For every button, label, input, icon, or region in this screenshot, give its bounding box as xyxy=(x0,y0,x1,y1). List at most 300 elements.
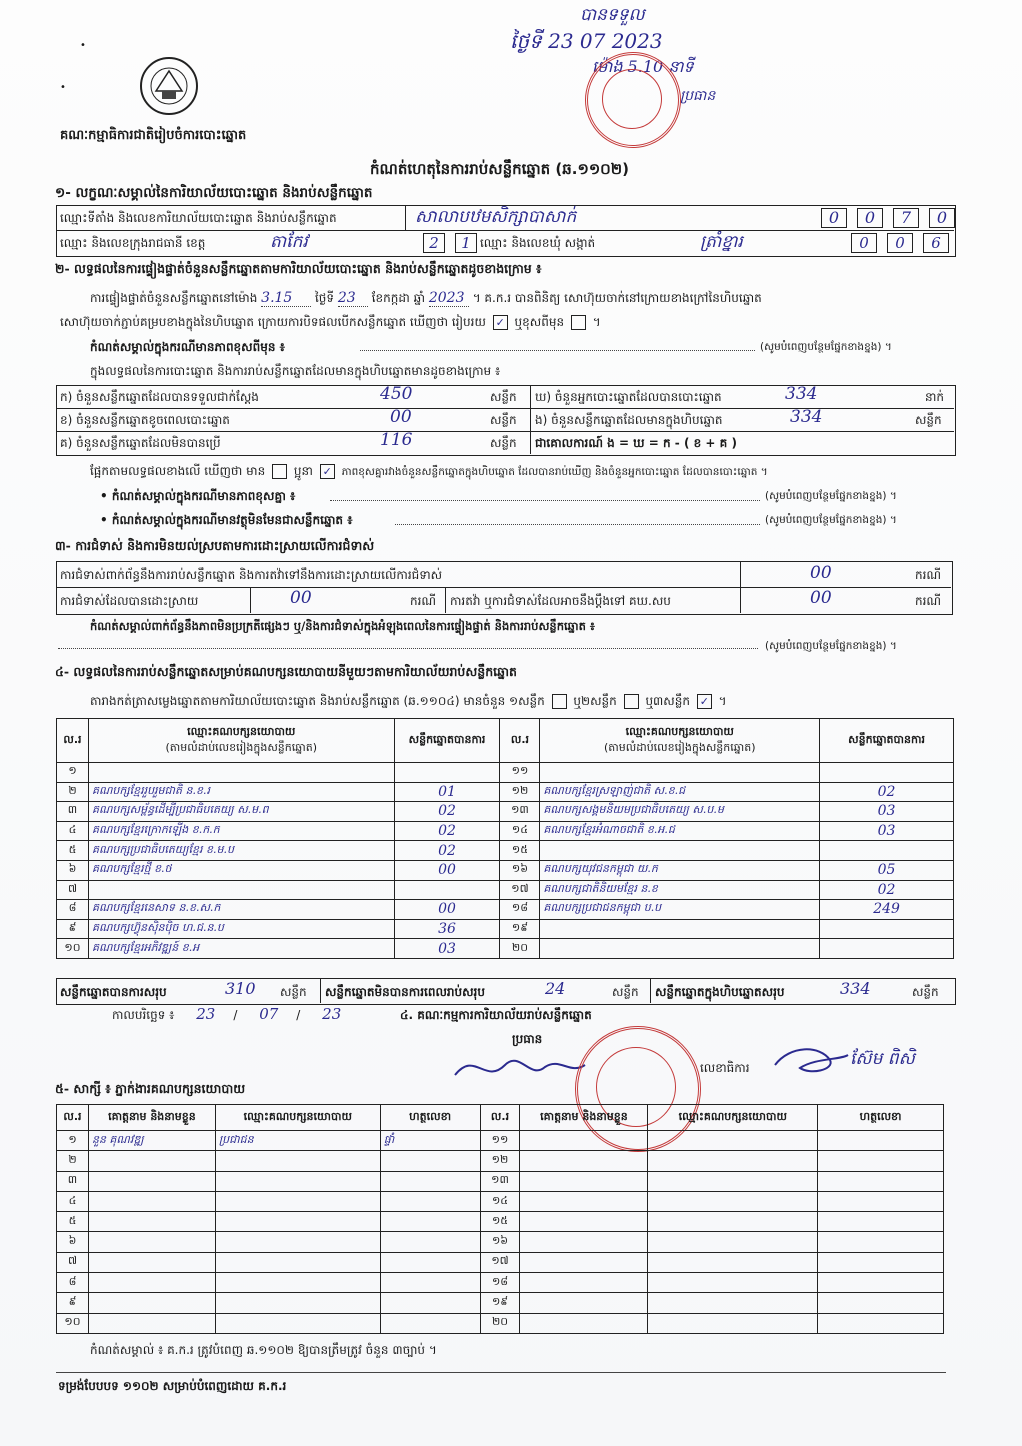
verify-text: ការផ្ទៀងផ្ទាត់ចំនួនសន្លឹកឆ្នោតនៅម៉ោង xyxy=(90,291,258,305)
diff-text: ប្អូនា xyxy=(293,464,313,478)
vote-count xyxy=(394,763,500,783)
section2-title: ២- លទ្ធផលនៃការផ្ទៀងផ្ទាត់ចំនួនសន្លឹកឆ្នោតតាមការិយាល័យបោះឆ្នោត និងរាប់សន្លឹកឆ្នោតដូចខាងក្រោម ៖ xyxy=(55,261,542,276)
resolved-value: 00 xyxy=(290,588,312,608)
divider xyxy=(56,1372,946,1373)
row-number: ១៩ xyxy=(500,919,540,939)
row-number: ១ xyxy=(57,1131,89,1151)
witness-name xyxy=(88,1151,215,1171)
table-row xyxy=(57,1313,944,1333)
row-number: ១៣ xyxy=(500,802,540,822)
diff-checkbox[interactable] xyxy=(571,315,586,330)
witness-party xyxy=(648,1293,818,1313)
section1-title: ១- លក្ខណៈសម្គាល់នៃការិយាល័យបោះឆ្នោត និងរាប់សន្លឹកឆ្នោត xyxy=(55,185,373,201)
dotted-line xyxy=(330,500,760,501)
witness-name xyxy=(88,1171,215,1191)
col-party xyxy=(540,719,820,763)
fill-hint: (សូមបំពេញបន្ថែមផ្នែកខាងខ្នង) ។ xyxy=(765,490,897,502)
witness-party: ប្រជាជន xyxy=(215,1131,380,1151)
witness-party xyxy=(648,1252,818,1272)
unit: សន្លឹក xyxy=(912,985,939,999)
total-box-label: សន្លឹកឆ្នោតក្នុងហិបឆ្នោតសរុប xyxy=(655,985,785,999)
committee: ៤. គណៈកម្មការការិយាល័យរាប់សន្លឹកឆ្នោត xyxy=(400,1008,592,1022)
witness-name xyxy=(520,1171,648,1191)
appeal-value: 00 xyxy=(810,588,832,608)
subtitle-text: ឬ៣សន្លឹក xyxy=(645,694,690,708)
case-unit: ករណី xyxy=(915,568,942,582)
unit: សន្លឹក xyxy=(915,413,942,427)
row-number: ៦ xyxy=(57,1232,89,1252)
vote-count: 00 xyxy=(394,860,500,880)
party-name: គណបក្សខ្មែររួបរួមជាតិ ន.ខ.រ xyxy=(88,782,394,802)
row-number: ១៥ xyxy=(480,1212,520,1232)
vote-count: 02 xyxy=(394,802,500,822)
unit: សន្លឹក xyxy=(490,390,517,404)
witness-party xyxy=(648,1171,818,1191)
party-name xyxy=(88,880,394,900)
witness-party xyxy=(215,1313,380,1333)
party-name: គណបក្សសង្គមនិយមប្រជាធិបតេយ្យ ស.ប.ម xyxy=(540,802,820,822)
count-gho-label: ឃ) ចំនួនអ្នកបោះឆ្នោតដែលបានបោះឆ្នោត xyxy=(535,390,722,404)
witness-name xyxy=(88,1273,215,1293)
received-date: ថ្ងៃទី 23 07 2023 xyxy=(510,29,663,53)
witness-party xyxy=(215,1151,380,1171)
received-time: ម៉ោង 5.10 នាទី xyxy=(592,57,694,76)
party-name: គណបក្សខ្មែរស្រឡាញ់ជាតិ ស.ខ.ជ xyxy=(540,782,820,802)
section5-title: ៥- សាក្សី ៖ ភ្នាក់ងារគណបក្សនយោបាយ xyxy=(55,1081,246,1096)
case-unit: ករណី xyxy=(410,594,437,608)
witness-name xyxy=(88,1252,215,1272)
table-row xyxy=(57,1171,944,1191)
vote-count: 01 xyxy=(394,782,500,802)
footer-note: កំណត់សម្គាល់ ៖ គ.ក.រ ត្រូវបំពេញ ឆ.១១០២ ឱ្យបានត្រឹមត្រូវ ចំនួន ៣ច្បាប់ ។ xyxy=(90,1343,437,1357)
witness-party xyxy=(215,1191,380,1211)
row-number: ១៦ xyxy=(500,860,540,880)
row-number: ៨ xyxy=(57,1273,89,1293)
witness-party xyxy=(648,1191,818,1211)
row-number: ១ xyxy=(57,763,89,783)
count-ng-label: ង) ចំនួនសន្លឹកឆ្នោតដែលមានក្នុងហិបឆ្នោត xyxy=(535,413,723,427)
unit: សន្លឹក xyxy=(280,985,307,999)
count-c-label: គ) ចំនួនសន្លឹកឆ្នោតដែលមិនបានប្រើ xyxy=(60,436,221,450)
col-name: គោត្តនាម និងនាមខ្លួន xyxy=(88,1105,215,1131)
commune-label: ឈ្មោះ និងលេខឃុំ សង្កាត់ xyxy=(480,236,596,250)
fill-hint: (សូមបំពេញបន្ថែមផ្នែកខាងខ្នង) ។ xyxy=(760,341,892,353)
totals-box xyxy=(56,978,956,1005)
chair-signature xyxy=(445,1045,595,1095)
witness-signature xyxy=(818,1151,944,1171)
row-number: ៨ xyxy=(57,900,89,920)
footer-bottom: ទម្រង់បែបបទ ១១០២ សម្រាប់បំពេញដោយ គ.ក.រ xyxy=(58,1379,287,1393)
divider xyxy=(650,978,651,1003)
count-a-value: 450 xyxy=(380,384,413,404)
divider xyxy=(250,587,251,613)
row-number: ១១ xyxy=(480,1131,520,1151)
results-body xyxy=(57,763,954,959)
party-name: គណបក្សសម្ព័ន្ធដើម្បីប្រជាធិបតេយ្យ ស.ម.ព xyxy=(88,802,394,822)
row-number: ២០ xyxy=(480,1313,520,1333)
results-table xyxy=(56,718,954,959)
digit: 1 xyxy=(455,233,477,253)
witness-signature xyxy=(380,1252,480,1272)
divider xyxy=(740,561,741,613)
row-number: ១៥ xyxy=(500,841,540,861)
table-row xyxy=(57,1232,944,1252)
dot-mark: • xyxy=(60,82,66,93)
witness-signature xyxy=(380,1171,480,1191)
date-day: 23 xyxy=(196,1005,216,1023)
witness-name xyxy=(88,1191,215,1211)
col-party: ឈ្មោះគណបក្សនយោបាយ xyxy=(215,1105,380,1131)
witness-name xyxy=(520,1313,648,1333)
witness-signature xyxy=(380,1151,480,1171)
witness-signature xyxy=(380,1313,480,1333)
formula: ជាគោលការណ៍ ង = ឃ = ក - ( ខ + គ ) xyxy=(535,436,737,450)
note3: • កំណត់សម្គាល់ក្នុងករណីមានភាពខុសគ្នា ៖ xyxy=(100,489,296,503)
table-row xyxy=(57,860,954,880)
witness-signature xyxy=(818,1293,944,1313)
digit: 2 xyxy=(423,233,445,253)
witness-party xyxy=(215,1232,380,1252)
party-name: គណបក្សប្រជាជនកម្ពុជា ប.ប xyxy=(540,900,820,920)
party-name xyxy=(88,763,394,783)
party-name: គណបក្សយុវជនកម្ពុជា យ.ក xyxy=(540,860,820,880)
col-no: ល.រ xyxy=(480,1105,520,1131)
section4-subtitle: តារាងកត់ត្រាសម្លេងឆ្នោតតាមការិយាល័យបោះឆ្នោត និងរាប់សន្លឹកឆ្នោត (ឆ.១១០៤) មានចំនួន ១សន្លឹក ឬ២សន្លឹក ឬ៣សន្លឹក ✓ ។ xyxy=(90,694,727,708)
form-title: កំណត់ហេតុនៃការរាប់សន្លឹកឆ្នោត (ឆ.១១០២) xyxy=(370,160,630,178)
subtitle-text: តារាងកត់ត្រាសម្លេងឆ្នោតតាមការិយាល័យបោះឆ្នោត និងរាប់សន្លឹកឆ្នោត (ឆ.១១០៤) មានចំនួន ១សន្លឹក xyxy=(90,694,545,708)
digit: 6 xyxy=(923,233,949,253)
col-votes: សន្លឹកឆ្នោតបានការ xyxy=(820,719,954,763)
count-a-label: ក) ចំនួនសន្លឹកឆ្នោតដែលបានទទួលជាក់ស្តែង xyxy=(60,390,259,404)
date-label: កាលបរិច្ឆេទ ៖ xyxy=(112,1008,175,1022)
row-number: ១២ xyxy=(480,1151,520,1171)
secretary-label: លេខាធិការ xyxy=(700,1061,750,1075)
vote-count: 03 xyxy=(820,821,954,841)
section3-note: កំណត់សម្គាល់ពាក់ព័ន្ធនឹងភាពមិនប្រក្រតីផ្សេងៗ ឬ/និងការជំទាស់ក្នុងអំឡុងពេលនៃការផ្ទៀងផ្ទាត់ និងការរាប់សន្លឹកឆ្នោត ៖ xyxy=(90,619,595,633)
row-number: ១៨ xyxy=(480,1273,520,1293)
col-no: ល.រ xyxy=(57,1105,89,1131)
row-number: ១៤ xyxy=(500,821,540,841)
table-row xyxy=(57,1191,944,1211)
note3-text: កំណត់សម្គាល់ក្នុងករណីមានភាពខុសគ្នា ៖ xyxy=(111,489,296,503)
count-ng-value: 334 xyxy=(790,407,823,427)
note4-text: កំណត់សម្គាល់ក្នុងករណីមានវត្ថុមិនមែនជាសន្លឹកឆ្នោត ៖ xyxy=(111,513,353,527)
witness-name xyxy=(88,1232,215,1252)
vote-count xyxy=(820,841,954,861)
vote-count: 02 xyxy=(394,821,500,841)
objection-value: 00 xyxy=(810,563,832,583)
digit: 0 xyxy=(887,233,913,253)
party-name: គណបក្សហ៊្វុនស៊ិនប៉ិច ហ.ជ.ន.ប xyxy=(88,919,394,939)
secretary-signature xyxy=(770,1040,850,1080)
diff-line xyxy=(90,463,768,481)
dotted-line xyxy=(395,524,760,525)
witness-name xyxy=(520,1232,648,1252)
vote-count: 02 xyxy=(394,841,500,861)
row-number: ២០ xyxy=(500,939,540,959)
table-row xyxy=(57,1273,944,1293)
row-number: ៦ xyxy=(57,860,89,880)
party-name: គណបក្សខ្មែរអភិវឌ្ឍន៍ ខ.អ xyxy=(88,939,394,959)
table-row xyxy=(57,939,954,959)
witness-signature xyxy=(380,1232,480,1252)
witness-signature xyxy=(818,1252,944,1272)
diff-yes-checkbox[interactable] xyxy=(272,464,287,479)
party-name xyxy=(540,763,820,783)
witness-name xyxy=(520,1293,648,1313)
table-row xyxy=(57,782,954,802)
table-row xyxy=(57,763,954,783)
table-row xyxy=(57,1151,944,1171)
witness-signature xyxy=(380,1293,480,1313)
digit: 0 xyxy=(857,208,883,228)
objection-label: ការជំទាស់ពាក់ព័ន្ធនឹងការរាប់សន្លឹកឆ្នោត និងការតវ៉ាទៅនឹងការដោះស្រាយលើការជំទាស់ xyxy=(60,568,443,582)
location-value: សាលាបឋមសិក្សាបាសាក់ xyxy=(415,207,577,227)
witness-signature xyxy=(380,1212,480,1232)
province-label: ឈ្មោះ និងលេខក្រុងរាជធានី ខេត្ត xyxy=(60,236,206,250)
total-valid-label: សន្លឹកឆ្នោតបានការសរុប xyxy=(60,985,167,999)
party-name: គណបក្សខ្មែរក្រោកឡើង ខ.ក.ក xyxy=(88,821,394,841)
total-box-value: 334 xyxy=(840,979,871,998)
col-no: ល.រ xyxy=(500,719,540,763)
witness-party xyxy=(648,1232,818,1252)
date-row: កាលបរិច្ឆេទ ៖ 23 / 07 / 23 xyxy=(112,1005,342,1023)
witness-signature xyxy=(380,1191,480,1211)
sheet1-checkbox[interactable] xyxy=(552,694,567,709)
fill-hint: (សូមបំពេញបន្ថែមផ្នែកខាងខ្នង) ។ xyxy=(765,514,897,526)
witness-name xyxy=(520,1131,648,1151)
table-row xyxy=(57,1212,944,1232)
col-name: គោត្តនាម និងនាមខ្លួន xyxy=(520,1105,648,1131)
table-row xyxy=(57,1293,944,1313)
total-valid-value: 310 xyxy=(225,979,256,998)
row-number: ៣ xyxy=(57,1171,89,1191)
verify-text: ខែកក្កដា ឆ្នាំ xyxy=(371,291,426,305)
table-row xyxy=(57,1131,944,1151)
digit: 7 xyxy=(893,208,919,228)
unit: សន្លឹក xyxy=(490,436,517,450)
row-number: ៧ xyxy=(57,880,89,900)
count-gho-value: 334 xyxy=(785,384,818,404)
received-sign: ប្រធាន xyxy=(680,88,716,104)
digit: 0 xyxy=(851,233,877,253)
divider xyxy=(530,385,531,454)
commune-code xyxy=(848,233,952,253)
nec-emblem-icon xyxy=(138,55,200,117)
province-code xyxy=(420,233,480,253)
witness-table xyxy=(56,1104,944,1334)
party-name xyxy=(540,919,820,939)
witness-name: នួន គុណវឌ្ឍ xyxy=(88,1131,215,1151)
commune-value: ត្រាំខ្នារ xyxy=(700,232,743,252)
row-number: ១២ xyxy=(500,782,540,802)
party-name: គណបក្សខ្មែរនេសាទ ន.ខ.ស.ក xyxy=(88,900,394,920)
unit: សន្លឹក xyxy=(612,985,639,999)
verify-time: 3.15 xyxy=(261,290,311,307)
witness-name xyxy=(520,1252,648,1272)
witness-name xyxy=(520,1212,648,1232)
diff-text: ភាពខុសគ្នារវាងចំនួនសន្លឹកឆ្នោតក្នុងហិបឆ្នោត ដែលបានរាប់ឃើញ និងចំនួនអ្នកបោះឆ្នោត ដែលបានបោះឆ្នោត ។ xyxy=(341,466,768,478)
verify-text: សោហ៊ុយចាក់ភ្ជាប់គម្របខាងក្នុងនៃហិបឆ្នោត ក្រោយការបិទផលបើកសន្លឹកឆ្នោត ឃើញថា រៀបរយ xyxy=(60,315,486,329)
row-number: ៤ xyxy=(57,1191,89,1211)
col-no: ល.រ xyxy=(57,719,89,763)
col-party-sub: (តាមលំដាប់លេខរៀងក្នុងសន្លឹកឆ្នោត) xyxy=(604,740,756,754)
section4-title: ៤- លទ្ធផលនៃការរាប់សន្លឹកឆ្នោតសម្រាប់គណបក្សនយោបាយនីមួយៗតាមការិយាល័យរាប់សន្លឹកឆ្នោត xyxy=(55,664,517,679)
sheet3-checkbox[interactable]: ✓ xyxy=(697,694,712,709)
table-row xyxy=(57,802,954,822)
witness-signature xyxy=(818,1171,944,1191)
row-number: ១១ xyxy=(500,763,540,783)
witness-name xyxy=(520,1273,648,1293)
count-c-value: 116 xyxy=(380,430,413,450)
party-name: គណបក្សប្រជាធិបតេយ្យខ្មែរ ខ.ម.ប xyxy=(88,841,394,861)
witness-body xyxy=(57,1131,944,1334)
dotted-line xyxy=(360,350,755,351)
witness-party xyxy=(648,1212,818,1232)
divider xyxy=(405,205,406,230)
party-name: គណបក្សខ្មែរថ្មី ខ.ថ xyxy=(88,860,394,880)
vote-count xyxy=(820,763,954,783)
party-name: គណបក្សជាតិនិយមខ្មែរ ន.ខ xyxy=(540,880,820,900)
diff-text: ផ្អែកតាមលទ្ធផលខាងលើ ឃើញថា មាន xyxy=(90,464,266,478)
official-seal-top xyxy=(585,52,681,148)
witness-party xyxy=(215,1273,380,1293)
vote-count xyxy=(394,880,500,900)
witness-party xyxy=(215,1252,380,1272)
sheet2-checkbox[interactable] xyxy=(624,694,639,709)
divider xyxy=(445,587,446,613)
verify-line1 xyxy=(90,290,762,308)
verify-text: ឬខុសពីមុន xyxy=(514,315,565,329)
divider xyxy=(56,431,954,432)
station-code xyxy=(818,208,958,228)
row-number: ៤ xyxy=(57,821,89,841)
row-number: ១៧ xyxy=(500,880,540,900)
witness-party xyxy=(648,1313,818,1333)
divider xyxy=(320,978,321,1003)
row-number: ៥ xyxy=(57,1212,89,1232)
province-value: តាកែវ xyxy=(270,232,308,252)
location-label: ឈ្មោះទីតាំង និងលេខការិយាល័យបោះឆ្នោត និងរាប់សន្លឹកឆ្នោត xyxy=(60,211,337,225)
witness-party xyxy=(648,1151,818,1171)
org-name: គណៈកម្មាធិការជាតិរៀបចំការបោះឆ្នោត xyxy=(60,128,247,143)
appeal-label: ការតវ៉ា ឬការជំទាស់ដែលអាចនឹងប្តឹងទៅ គឃ.សប xyxy=(450,594,671,608)
row-number: ៣ xyxy=(57,802,89,822)
note1: កំណត់សម្គាល់ក្នុងករណីមានភាពខុសពីមុន ៖ xyxy=(90,340,285,354)
digit: 0 xyxy=(929,208,955,228)
vote-count: 36 xyxy=(394,919,500,939)
witness-party xyxy=(648,1131,818,1151)
row-number: ១៦ xyxy=(480,1232,520,1252)
unit: នាក់ xyxy=(925,390,945,404)
count-b-value: 00 xyxy=(390,407,412,427)
total-invalid-value: 24 xyxy=(545,979,566,998)
verify-line2: សោហ៊ុយចាក់ភ្ជាប់គម្របខាងក្នុងនៃហិបឆ្នោត ក្រោយការបិទផលបើកសន្លឹកឆ្នោត ឃើញថា រៀបរយ ✓ ឬខុសពីមុន ។ xyxy=(60,315,601,329)
table-row xyxy=(57,880,954,900)
row-number: ១៣ xyxy=(480,1171,520,1191)
secretary-name: ស៊ែម ពិសិ xyxy=(850,1049,915,1069)
chair-label: ប្រធាន xyxy=(512,1032,543,1046)
row-number: ៥ xyxy=(57,841,89,861)
witness-signature xyxy=(818,1212,944,1232)
witness-signature xyxy=(818,1131,944,1151)
witness-party xyxy=(215,1293,380,1313)
row-number: ១៩ xyxy=(480,1293,520,1313)
ok-checkbox[interactable]: ✓ xyxy=(493,315,508,330)
table-row xyxy=(57,919,954,939)
col-party: ឈ្មោះគណបក្សនយោបាយ xyxy=(648,1105,818,1131)
witness-signature xyxy=(818,1232,944,1252)
witness-name xyxy=(520,1191,648,1211)
vote-count: 03 xyxy=(820,802,954,822)
table-row xyxy=(57,821,954,841)
witness-name xyxy=(88,1212,215,1232)
col-party-title: ឈ្មោះគណបក្សនយោបាយ xyxy=(625,724,734,738)
subtitle-text: ឬ២សន្លឹក xyxy=(573,694,617,708)
witness-party xyxy=(648,1273,818,1293)
digit: 0 xyxy=(821,208,847,228)
witness-party xyxy=(215,1212,380,1232)
row-number: ១០ xyxy=(57,939,89,959)
table-row xyxy=(57,900,954,920)
witness-name xyxy=(88,1313,215,1333)
row-number: ២ xyxy=(57,782,89,802)
party-name xyxy=(540,841,820,861)
row-number: ១៧ xyxy=(480,1252,520,1272)
witness-name xyxy=(88,1293,215,1313)
table-row xyxy=(57,1252,944,1272)
verify-text: ។ គ.ក.រ បានពិនិត្យ សោហ៊ុយចាក់នៅក្រោយខាងក្រៅនៃហិបឆ្នោត xyxy=(472,291,762,305)
vote-count: 03 xyxy=(394,939,500,959)
row-number: ៩ xyxy=(57,1293,89,1313)
dot-mark: • xyxy=(80,40,86,51)
count-b-label: ខ) ចំនួនសន្លឹកឆ្នោតខូចពេលបោះឆ្នោត xyxy=(60,413,230,427)
col-sign: ហត្ថលេខា xyxy=(818,1105,944,1131)
col-sign: ហត្ថលេខា xyxy=(380,1105,480,1131)
row-number: ២ xyxy=(57,1151,89,1171)
row-number: ៧ xyxy=(57,1252,89,1272)
diff-no-checkbox[interactable]: ✓ xyxy=(320,464,335,479)
vote-count: 02 xyxy=(820,880,954,900)
dotted-line xyxy=(58,648,758,649)
witness-signature xyxy=(818,1273,944,1293)
witness-signature xyxy=(818,1313,944,1333)
verify-text: ថ្ងៃទី xyxy=(315,291,335,305)
case-unit: ករណី xyxy=(915,594,942,608)
fill-hint: (សូមបំពេញបន្ថែមផ្នែកខាងខ្នង) ។ xyxy=(765,640,897,652)
received-label: បានទទួល xyxy=(580,5,645,25)
witness-name xyxy=(520,1151,648,1171)
row-number: ១០ xyxy=(57,1313,89,1333)
row-number: ១៨ xyxy=(500,900,540,920)
vote-count: 00 xyxy=(394,900,500,920)
note2: ក្នុងលទ្ធផលនៃការបោះឆ្នោត និងការរាប់សន្លឹកឆ្នោតដែលមានក្នុងហិបឆ្នោតមានដូចខាងក្រោម ៖ xyxy=(90,364,501,378)
witness-signature xyxy=(818,1191,944,1211)
unit: សន្លឹក xyxy=(490,413,517,427)
table-row xyxy=(57,841,954,861)
vote-count xyxy=(820,919,954,939)
party-name: គណបក្សខ្មែរអំណាចជាតិ ខ.អ.ជ xyxy=(540,821,820,841)
vote-count: 02 xyxy=(820,782,954,802)
verify-year: 2023 xyxy=(429,290,469,307)
note4: • កំណត់សម្គាល់ក្នុងករណីមានវត្ថុមិនមែនជាសន្លឹកឆ្នោត ៖ xyxy=(100,513,353,527)
date-month: 07 xyxy=(259,1005,279,1023)
vote-count: 249 xyxy=(820,900,954,920)
witness-party xyxy=(215,1171,380,1191)
verify-day: 23 xyxy=(338,290,368,307)
row-number: ៩ xyxy=(57,919,89,939)
section3-title: ៣- ការជំទាស់ និងការមិនយល់ស្របតាមការដោះស្រាយលើការជំទាស់ xyxy=(55,538,375,553)
